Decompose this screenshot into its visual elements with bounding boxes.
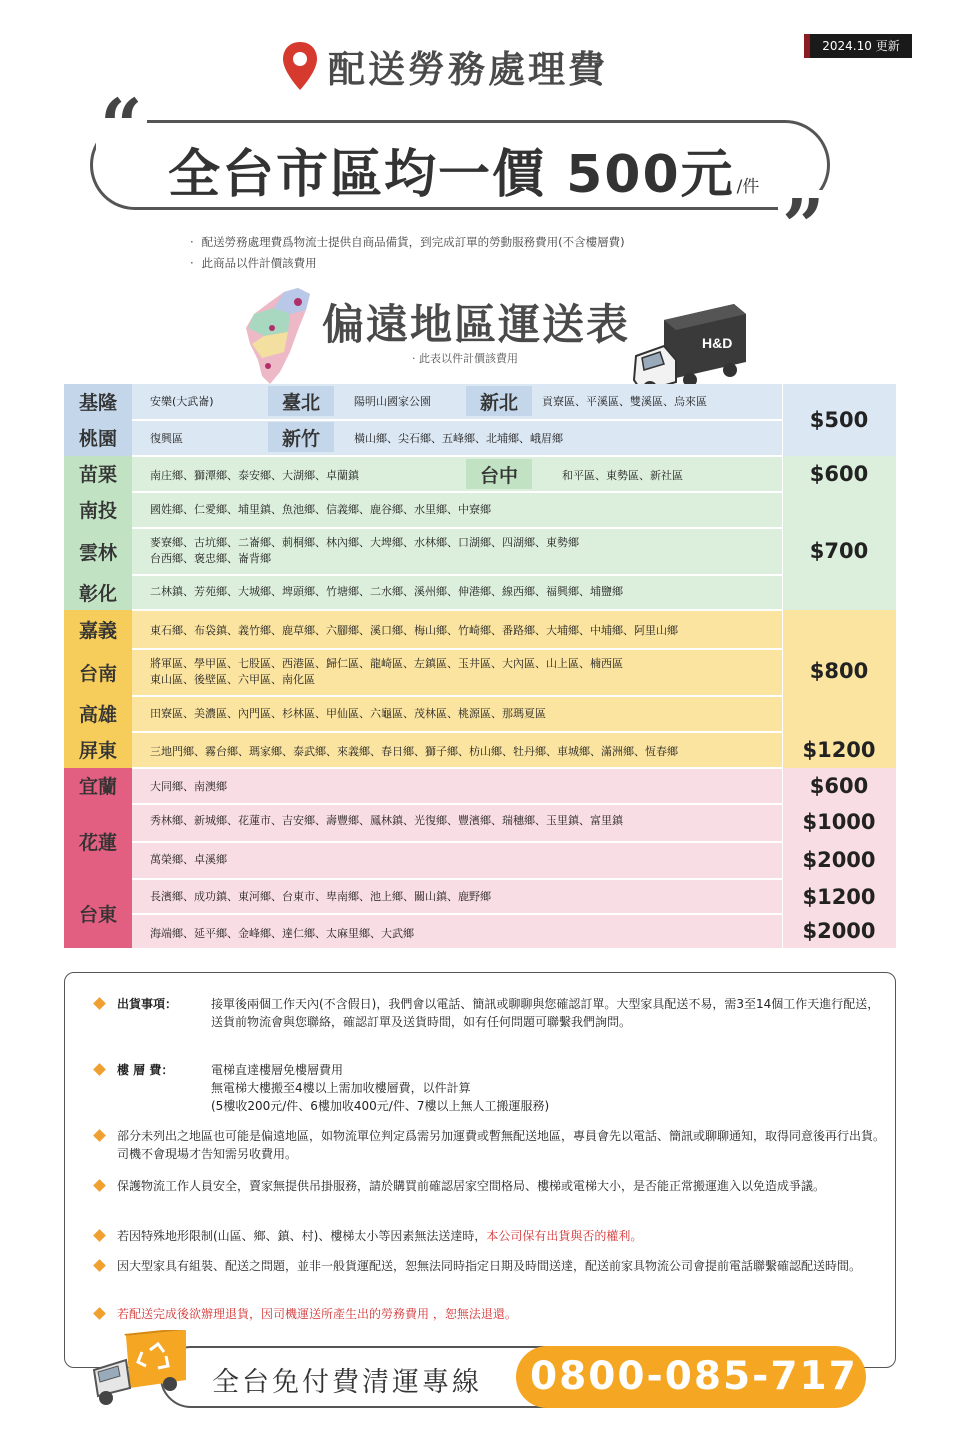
region-newtaipei: 新北 — [466, 386, 532, 416]
close-quote-icon: ” — [778, 190, 829, 264]
info-safety — [95, 1177, 895, 1217]
areas-tainan-2: 東山區、後壁區、六甲區、南化區 — [150, 673, 315, 686]
info-text: 保護物流工作人員安全，賣家無提供吊掛服務，請於購買前確認居家空間格局、樓梯或電梯大小，是否能正常搬運進入以免造成爭議。 — [117, 1179, 826, 1193]
shipping-info-box — [64, 972, 896, 1368]
floor-line: 電梯直達樓層免樓層費用 — [211, 1063, 344, 1077]
info-key: 樓 層 費： — [117, 1063, 174, 1077]
diamond-bullet-icon — [93, 1063, 106, 1076]
region-yunlin: 雲林 — [78, 541, 117, 564]
areas-kaohsiung: 田寮區、美濃區、內門區、杉林區、甲仙區、六龜區、茂林區、桃源區、那瑪夏區 — [150, 707, 546, 720]
region-miaoli: 苗栗 — [78, 464, 117, 486]
areas-hsinchu: 橫山鄉、尖石鄉、五峰鄉、北埔鄉、峨眉鄉 — [354, 432, 563, 445]
hotline-phone[interactable]: 0800-085-717 — [530, 1354, 858, 1399]
info-terrain — [95, 1227, 895, 1249]
price-taitung-1: $1200 — [802, 884, 876, 909]
region-hualien: 花蓮 — [78, 831, 117, 854]
page-title: 配送勞務處理費 — [328, 48, 608, 91]
info-text: 若配送完成後欲辦理退貨，因司機運送所產生出的勞務費用 ，恕無法退還。 — [117, 1307, 517, 1321]
floor-line: (5樓收200元/件、6樓加收400元/件、7樓以上無人工搬運服務) — [211, 1099, 550, 1113]
areas-taipei: 陽明山國家公園 — [354, 395, 431, 408]
region-nantou: 南投 — [78, 500, 117, 522]
region-taitung: 台東 — [78, 904, 117, 926]
info-text-group — [117, 1227, 887, 1245]
areas-changhua: 二林鎮、芳苑鄉、大城鄉、埤頭鄉、竹塘鄉、二水鄉、溪州鄉、伸港鄉、線西鄉、福興鄉、埔鹽鄉 — [150, 585, 623, 598]
region-hsinchu: 新竹 — [268, 422, 334, 452]
info-highlight: 本公司保有出貨與否的權利。 — [486, 1229, 643, 1243]
note-line: · 此商品以件計價該費用 — [190, 253, 625, 274]
areas-miaoli: 南庄鄉、獅潭鄉、泰安鄉、大湖鄉、卓蘭鎮 — [150, 469, 359, 482]
region-yilan: 宜蘭 — [78, 776, 117, 798]
diamond-bullet-icon — [93, 1307, 106, 1320]
areas-hualien-2: 萬榮鄉、卓溪鄉 — [150, 853, 227, 866]
info-shipping — [95, 995, 895, 1051]
region-taoyuan: 桃園 — [78, 428, 117, 450]
price-yilan: $600 — [809, 774, 869, 798]
region-tainan: 台南 — [78, 662, 117, 685]
price-central: $700 — [809, 539, 869, 563]
note-line: · 配送勞務處理費爲物流士提供自商品備貨，到完成訂單的勞動服務費用(不含樓層費) — [190, 232, 625, 253]
region-chiayi: 嘉義 — [78, 619, 117, 642]
info-text: 部分未列出之地區也可能是偏遠地區，如物流單位判定爲需另加運費或暫無配送地區，專員會先以電話、簡訊或聊聊通知，取得同意後再行出貨。司機不會現場才告知需另收費用。 — [117, 1129, 886, 1161]
price-hualien-2: $2000 — [802, 848, 876, 872]
diamond-bullet-icon — [93, 1229, 106, 1242]
price-south: $800 — [809, 659, 869, 683]
region-keelung: 基隆 — [78, 392, 117, 414]
hotline-label: 全台免付費清運專線 — [212, 1367, 482, 1398]
areas-yilan: 大同鄉、南澳鄉 — [150, 780, 227, 793]
areas-pingtung: 三地門鄉、霧台鄉、瑪家鄉、泰武鄉、來義鄉、春日鄉、獅子鄉、枋山鄉、牡丹鄉、車城鄉、滿洲鄉、恆春鄉 — [150, 745, 678, 758]
areas-newtaipei: 貢寮區、平溪區、雙溪區、烏來區 — [542, 395, 707, 408]
diamond-bullet-icon — [93, 997, 106, 1010]
info-text: 若因特殊地形限制(山區、鄉、鎮、村)、樓梯太小等因素無法送達時， — [117, 1229, 487, 1243]
areas-taitung-2: 海端鄉、延平鄉、金峰鄉、達仁鄉、太麻里鄉、大武鄉 — [150, 927, 414, 940]
headline-unit: /件 — [736, 177, 760, 197]
info-text: 因大型家具有組裝、配送之問題，並非一般貨運配送，恕無法同時指定日期及時間送達，配送前家具物流公司會提前電話聯繫確認配送時間。 — [117, 1259, 862, 1273]
areas-taichung: 和平區、東勢區、新社區 — [562, 469, 683, 482]
info-text: 接單後兩個工作天內(不含假日)，我們會以電話、簡訊或聊聊與您確認訂單。大型家具配送不易，需3至14個工作天進行配送，送貨前物流會與您聯絡，確認訂單及送貨時間，如有任何問題可聯繫我們詢問。 — [211, 997, 880, 1029]
areas-yunlin-2: 台西鄉、褒忠鄉、崙背鄉 — [150, 552, 271, 565]
taiwan-map-icon — [228, 280, 328, 390]
top-notes — [190, 232, 625, 274]
areas-taoyuan: 復興區 — [150, 432, 183, 445]
page-title-wrap — [280, 36, 680, 96]
open-quote-icon: “ — [96, 90, 147, 164]
areas-nantou: 國姓鄉、仁愛鄉、埔里鎮、魚池鄉、信義鄉、鹿谷鄉、水里鄉、中寮鄉 — [150, 503, 491, 516]
region-pingtung: 屏東 — [78, 740, 117, 762]
info-remote-areas — [95, 1127, 895, 1167]
areas-tainan-1: 將軍區、學甲區、七股區、西港區、歸仁區、龍崎區、左鎮區、玉井區、大內區、山上區、楠西區 — [150, 657, 623, 670]
info-floor — [95, 1061, 895, 1117]
floor-line: 無電梯大樓搬至4樓以上需加收樓層費，以件計算 — [211, 1081, 471, 1095]
diamond-bullet-icon — [93, 1259, 106, 1272]
price-north: $500 — [809, 408, 869, 432]
areas-hualien-1: 秀林鄉、新城鄉、花蓮市、吉安鄉、壽豐鄉、鳳林鎮、光復鄉、豐濱鄉、瑞穗鄉、玉里鎮、富里鎮 — [150, 814, 623, 827]
info-return — [95, 1305, 895, 1327]
price-pingtung: $1200 — [802, 738, 876, 762]
recycle-truck-icon — [90, 1330, 190, 1414]
price-miaoli: $600 — [809, 462, 869, 486]
areas-keelung: 安樂(大武崙) — [150, 395, 214, 408]
region-taipei: 臺北 — [268, 386, 334, 416]
info-text-group — [211, 1061, 891, 1115]
remote-title: 偏遠地區運送表 — [322, 300, 631, 349]
svg-text:H&D: H&D — [702, 335, 733, 351]
region-changhua: 彰化 — [78, 582, 117, 605]
update-badge: 2024.10 更新 — [804, 34, 912, 58]
info-key: 出貨事項： — [117, 997, 178, 1011]
areas-taitung-1: 長濱鄉、成功鎮、東河鄉、台東市、卑南鄉、池上鄉、關山鎮、鹿野鄉 — [150, 890, 491, 903]
areas-chiayi: 東石鄉、布袋鎮、義竹鄉、鹿草鄉、六腳鄉、溪口鄉、梅山鄉、竹崎鄉、番路鄉、大埔鄉、中埔鄉、阿里山鄉 — [150, 624, 678, 637]
areas-yunlin-1: 麥寮鄉、古坑鄉、二崙鄉、莿桐鄉、林內鄉、大埤鄉、水林鄉、口湖鄉、四湖鄉、東勢鄉 — [150, 536, 579, 549]
hotline-banner — [120, 1346, 866, 1408]
diamond-bullet-icon — [93, 1179, 106, 1192]
region-kaohsiung: 高雄 — [78, 704, 117, 726]
price-hualien-1: $1000 — [802, 810, 876, 834]
headline-main: 全台市區均一價 500元 — [168, 145, 735, 205]
info-schedule — [95, 1257, 895, 1297]
diamond-bullet-icon — [93, 1129, 106, 1142]
location-pin-icon — [280, 40, 320, 92]
remote-subtitle: · 此表以件計價該費用 — [412, 352, 518, 365]
region-taichung: 台中 — [466, 459, 532, 489]
price-taitung-2: $2000 — [802, 919, 876, 943]
truck-icon — [630, 300, 750, 396]
price-headline — [168, 132, 828, 205]
